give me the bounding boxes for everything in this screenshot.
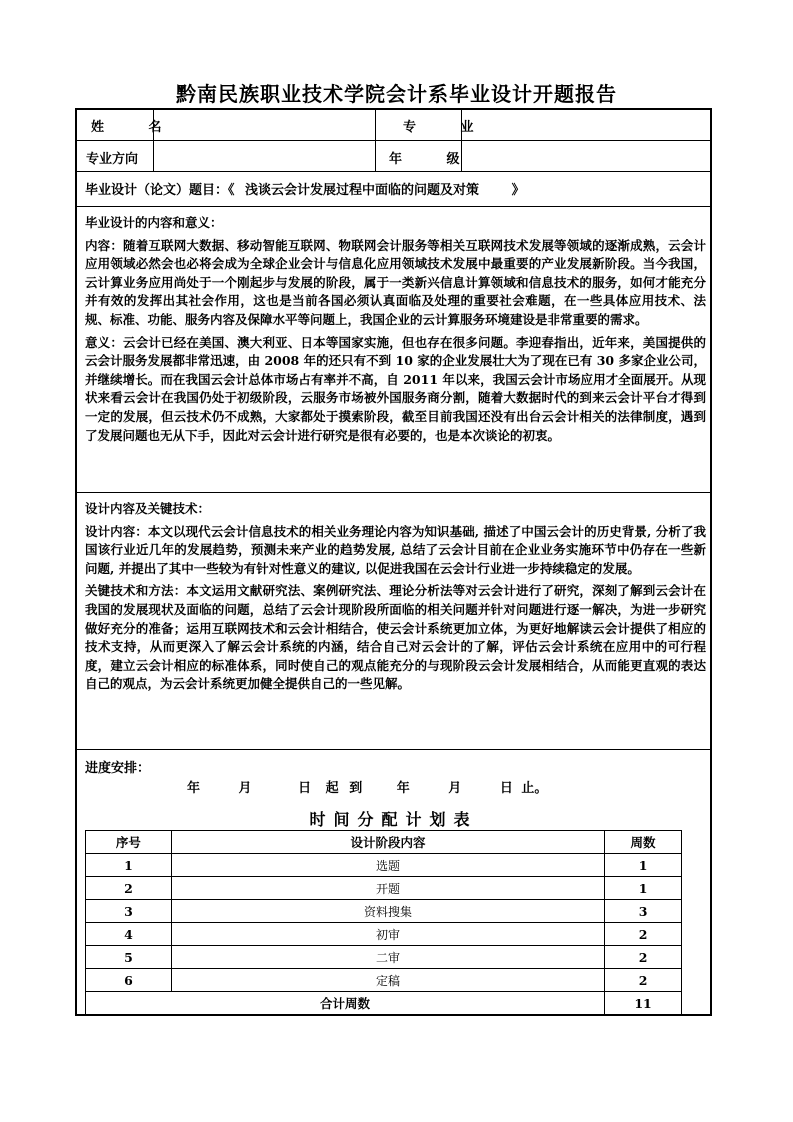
table-row (86, 900, 682, 923)
row-weeks: 2 (605, 969, 682, 992)
table-header-row (86, 831, 682, 854)
row-no: 6 (86, 969, 172, 992)
row-divider (77, 140, 710, 141)
topic-close: 》 (511, 183, 525, 198)
row-weeks: 2 (605, 923, 682, 946)
name-label: 姓 名 (91, 120, 182, 135)
row-weeks: 2 (605, 946, 682, 969)
row-no: 5 (86, 946, 172, 969)
row-no: 1 (86, 854, 172, 877)
design-content-paragraph: 设计内容：本文以现代云会计信息技术的相关业务理论内容为知识基础, 描述了中国云会计的历史背景, 分析了我国该行业近几年的发展趋势，预测未来产业的趋势发展, 总结了云会计目前在企业业务实施环节中仍存在一些新问题, 并提出了其中一些较为有针对性意义的建议, 以促进我国在云会计行业进一步持续稳定的发展。 (85, 523, 706, 576)
content-paragraph: 内容：随着互联网大数据、移动智能互联网、物联网会计服务等相关互联网技术发展等领域的逐渐成熟，云会计应用领域必然会也必将会成为全球企业会计与信息化应用领域技术发展中最重要的产业发展新阶段。当今我国，云计算业务应用尚处于一个刚起步与发展的阶段，属于一类新兴信息计算领域和信息技术的服务，如何才能充分并有效的发挥出其社会作用，这也是当前各国必须认真面临及处理的重要社会难题，在一些具体应用技术、法规、标准、功能、服务内容及保障水平等问题上，我国企业的云计算服务环境建设是非常重要的需求。 (85, 237, 706, 327)
row-stage: 定稿 (171, 969, 604, 992)
date-part: 日 (499, 781, 513, 796)
col-header-weeks: 周数 (605, 831, 682, 854)
topic-value: 浅谈云会计发展过程中面临的问题及对策 (245, 183, 480, 198)
row-no: 3 (86, 900, 172, 923)
date-part: 日 (298, 781, 312, 796)
row-stage: 开题 (171, 877, 604, 900)
row-stage: 资料搜集 (171, 900, 604, 923)
major-label: 专 业 (403, 120, 494, 135)
date-part: 年 (396, 781, 410, 796)
topic-label: 毕业设计（论文）题目：《 (85, 183, 235, 198)
date-part: 月 (448, 781, 462, 796)
date-part: 年 (187, 781, 201, 796)
table-row (86, 946, 682, 969)
row-stage: 二审 (171, 946, 604, 969)
design-tech-heading: 设计内容及关键技术： (85, 501, 211, 516)
row-divider (77, 492, 710, 493)
table-row (86, 877, 682, 900)
date-part: 起 (325, 781, 339, 796)
direction-label: 专业方向 (86, 152, 139, 167)
key-tech-paragraph: 关键技术和方法：本文运用文献研究法、案例研究法、理论分析法等对云会计进行了研究，深刻了解到云会计在我国的发展现状及面临的问题，总结了云会计现阶段所面临的相关问题并针对问题进行逐一解决，为进一步研究做好充分的准备；运用互联网技术和云会计相结合，使云会计系统更加立体，为更好地解读云会计提供了相应的技术支持，从而更深入了解云会计系统的内涵，结合自己对云会计的了解，评估云会计系统在应用中的可行程度，建立云会计相应的标准体系，同时使自己的观点能充分的与现阶段云会计发展相结合，从而能更直观的表达自己的观点，为云会计系统更加健全提供自己的一些见解。 (85, 583, 706, 692)
row-divider (77, 171, 710, 172)
col-divider (375, 110, 376, 171)
total-weeks: 11 (605, 992, 682, 1015)
row-stage: 选题 (171, 854, 604, 877)
report-form (75, 108, 712, 1016)
meaning-paragraph: 意义：云会计已经在美国、澳大利亚、日本等国家实施，但也存在很多问题。李迎春指出，近年来，美国提供的云会计服务发展都非常迅速，由 2008 年的还只有不到 10 家的企业发展壮大为了现在已有 30 多家企业公司，并继续增长。而在我国云会计总体市场占有率并不高，自 2011 年以来，我国云会计市场应用才全面展开。从现状来看云会计在我国仍处于初级阶段，云服务市场被外国服务商分割，随着大数据时代的到来云会计平台才得到一定的发展，但云技术仍不成熟，大家都处于摸索阶段，截至目前我国还没有出台云会计相关的法律制度，遇到了发展问题也无从下手，因此对云会计进行研究是很有必要的，也是本次谈论的初衷。 (85, 334, 706, 443)
table-row (86, 969, 682, 992)
row-weeks: 1 (605, 854, 682, 877)
col-header-no: 序号 (86, 831, 172, 854)
plan-table-title: 时间分配计划表 (309, 810, 478, 829)
date-part: 止。 (521, 781, 548, 796)
total-label: 合计周数 (86, 992, 605, 1015)
topic-row (85, 179, 525, 198)
total-row (86, 992, 682, 1015)
col-header-stage: 设计阶段内容 (171, 831, 604, 854)
date-part: 月 (238, 781, 252, 796)
row-weeks: 1 (605, 877, 682, 900)
progress-date-line (187, 777, 547, 796)
table-row (86, 923, 682, 946)
row-weeks: 3 (605, 900, 682, 923)
content-meaning-section (85, 214, 706, 449)
row-no: 2 (86, 877, 172, 900)
grade-label: 年 级 (389, 152, 480, 167)
content-meaning-heading: 毕业设计的内容和意义： (85, 215, 223, 230)
plan-table (85, 830, 682, 1015)
table-row (86, 854, 682, 877)
row-divider (77, 206, 710, 207)
page-title: 黔南民族职业技术学院会计系毕业设计开题报告 (176, 82, 617, 106)
row-divider (77, 749, 710, 750)
design-tech-section (85, 500, 706, 698)
progress-heading: 进度安排： (85, 761, 151, 776)
row-stage: 初审 (171, 923, 604, 946)
date-part: 到 (349, 781, 363, 796)
row-no: 4 (86, 923, 172, 946)
